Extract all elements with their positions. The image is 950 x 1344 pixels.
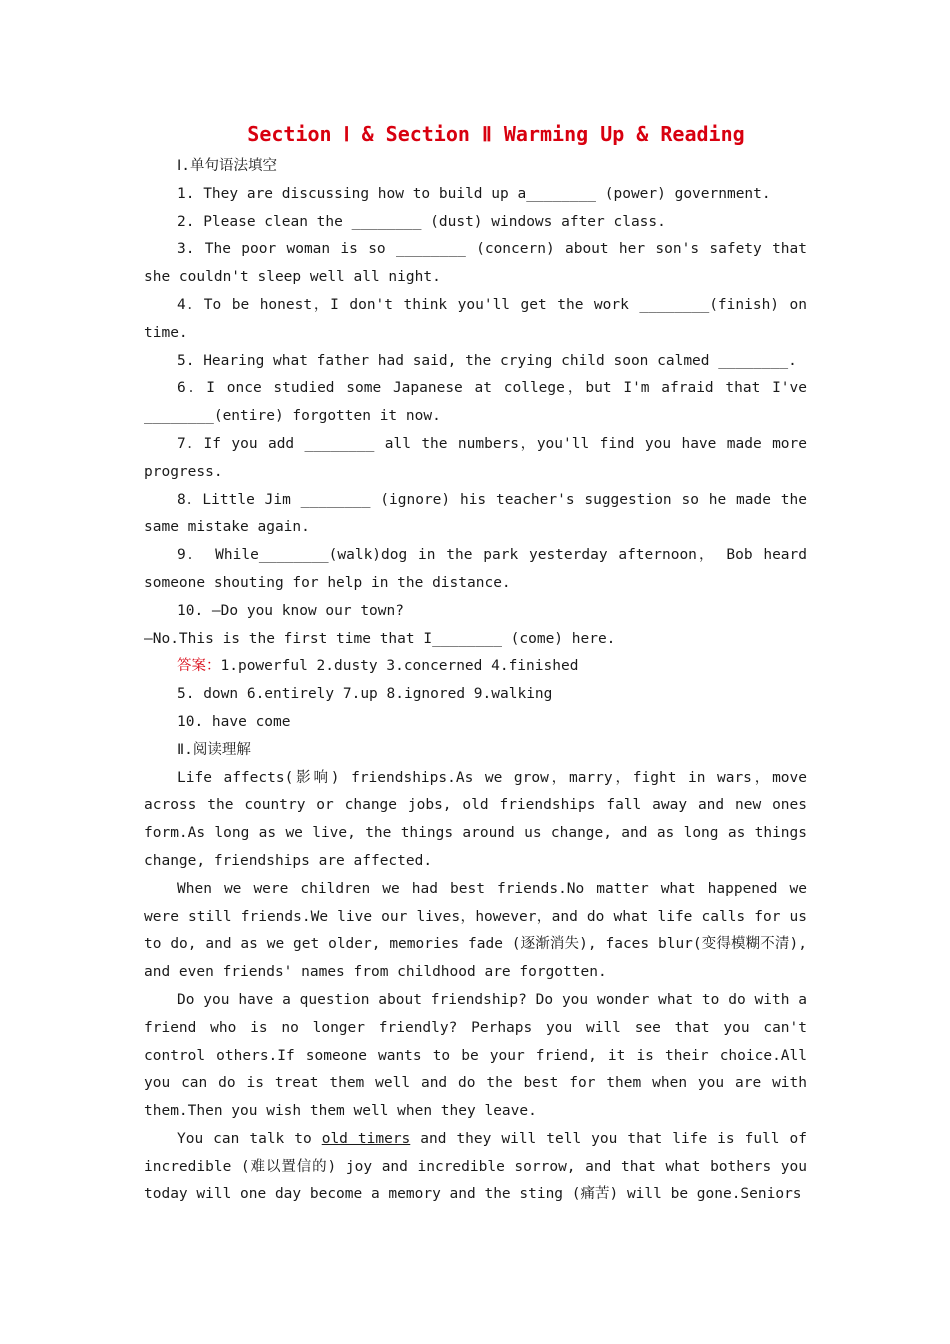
question-item: 9． While________(walk)dog in the park yesterday afternoon， Bob heard someone shouting for help in the distance. bbox=[144, 547, 807, 591]
reading-paragraph: Do you have a question about friendship? Do you wonder what to do with a friend who is no longer friendly? Perhaps you will see that you can't control others.If someone wants to be your friend, it is their choice.All you can do is treat them well and do the best for them when you are with them.Then you wish them well when they leave. bbox=[144, 991, 807, 1120]
question-item: 2. Please clean the ________ (dust) windows after class. bbox=[177, 213, 666, 230]
reading-paragraph: When we were children we had best friends.No matter what happened we were still friends.We live our lives，however，and do what life calls for us to do, and as we get older, memories fade (逐渐消失), faces blur(变得模糊不清), and even friends' names from childhood are forgotten. bbox=[144, 880, 807, 981]
answer-line: 5. down 6.entirely 7.up 8.ignored 9.walking bbox=[177, 686, 553, 703]
question-item: 10. —Do you know our town? bbox=[177, 602, 404, 619]
paragraph-text: and they will tell you that life is full of incredible (难以置信的) joy and incredible sorrow, and that what bothers you today will one day become a memory and the sting (痛苦) will be gone.Seniors bbox=[144, 1130, 807, 1203]
answer-label: 答案： bbox=[177, 658, 221, 675]
answer-line bbox=[144, 653, 807, 681]
question-item: 6．I once studied some Japanese at college，but I'm afraid that I've ________(entire) forgotten it now. bbox=[144, 380, 807, 425]
underlined-term: old timers bbox=[321, 1130, 411, 1147]
reading-paragraph: Life affects(影响) friendships.As we grow，marry，fight in wars，move across the country or change jobs, old friendships fall away and new ones form.As long as we live, the things around us change, and as long as things change, friendships are affected. bbox=[144, 769, 807, 869]
answer-line: 10. have come bbox=[177, 713, 291, 730]
question-item: 4．To be honest，I don't think you'll get the work ________(finish) on time. bbox=[144, 296, 807, 341]
section-heading-reading: Ⅱ.阅读理解 bbox=[177, 741, 251, 758]
question-item: 7．If you add ________ all the numbers，you'll find you have made more progress. bbox=[144, 435, 807, 480]
paragraph-text: You can talk to bbox=[177, 1130, 322, 1147]
question-item: 3. The poor woman is so ________ (concern) about her son's safety that she couldn't sleep well all night. bbox=[144, 241, 807, 286]
question-item: 8．Little Jim ________ (ignore) his teacher's suggestion so he made the same mistake again. bbox=[144, 491, 807, 536]
document-body bbox=[144, 153, 807, 1209]
question-10-reply: —No.This is the first time that I________ (come) here. bbox=[144, 630, 616, 647]
page-title: Section Ⅰ & Section Ⅱ Warming Up & Reading bbox=[247, 122, 745, 146]
question-item: 5. Hearing what father had said, the crying child soon calmed ________. bbox=[177, 352, 797, 369]
answer-text: 1.powerful 2.dusty 3.concerned 4.finished bbox=[220, 658, 579, 675]
question-item: 1. They are discussing how to build up a________ (power) government. bbox=[177, 185, 771, 202]
reading-paragraph bbox=[144, 1126, 807, 1209]
section-heading-grammar: Ⅰ.单句语法填空 bbox=[177, 158, 278, 174]
